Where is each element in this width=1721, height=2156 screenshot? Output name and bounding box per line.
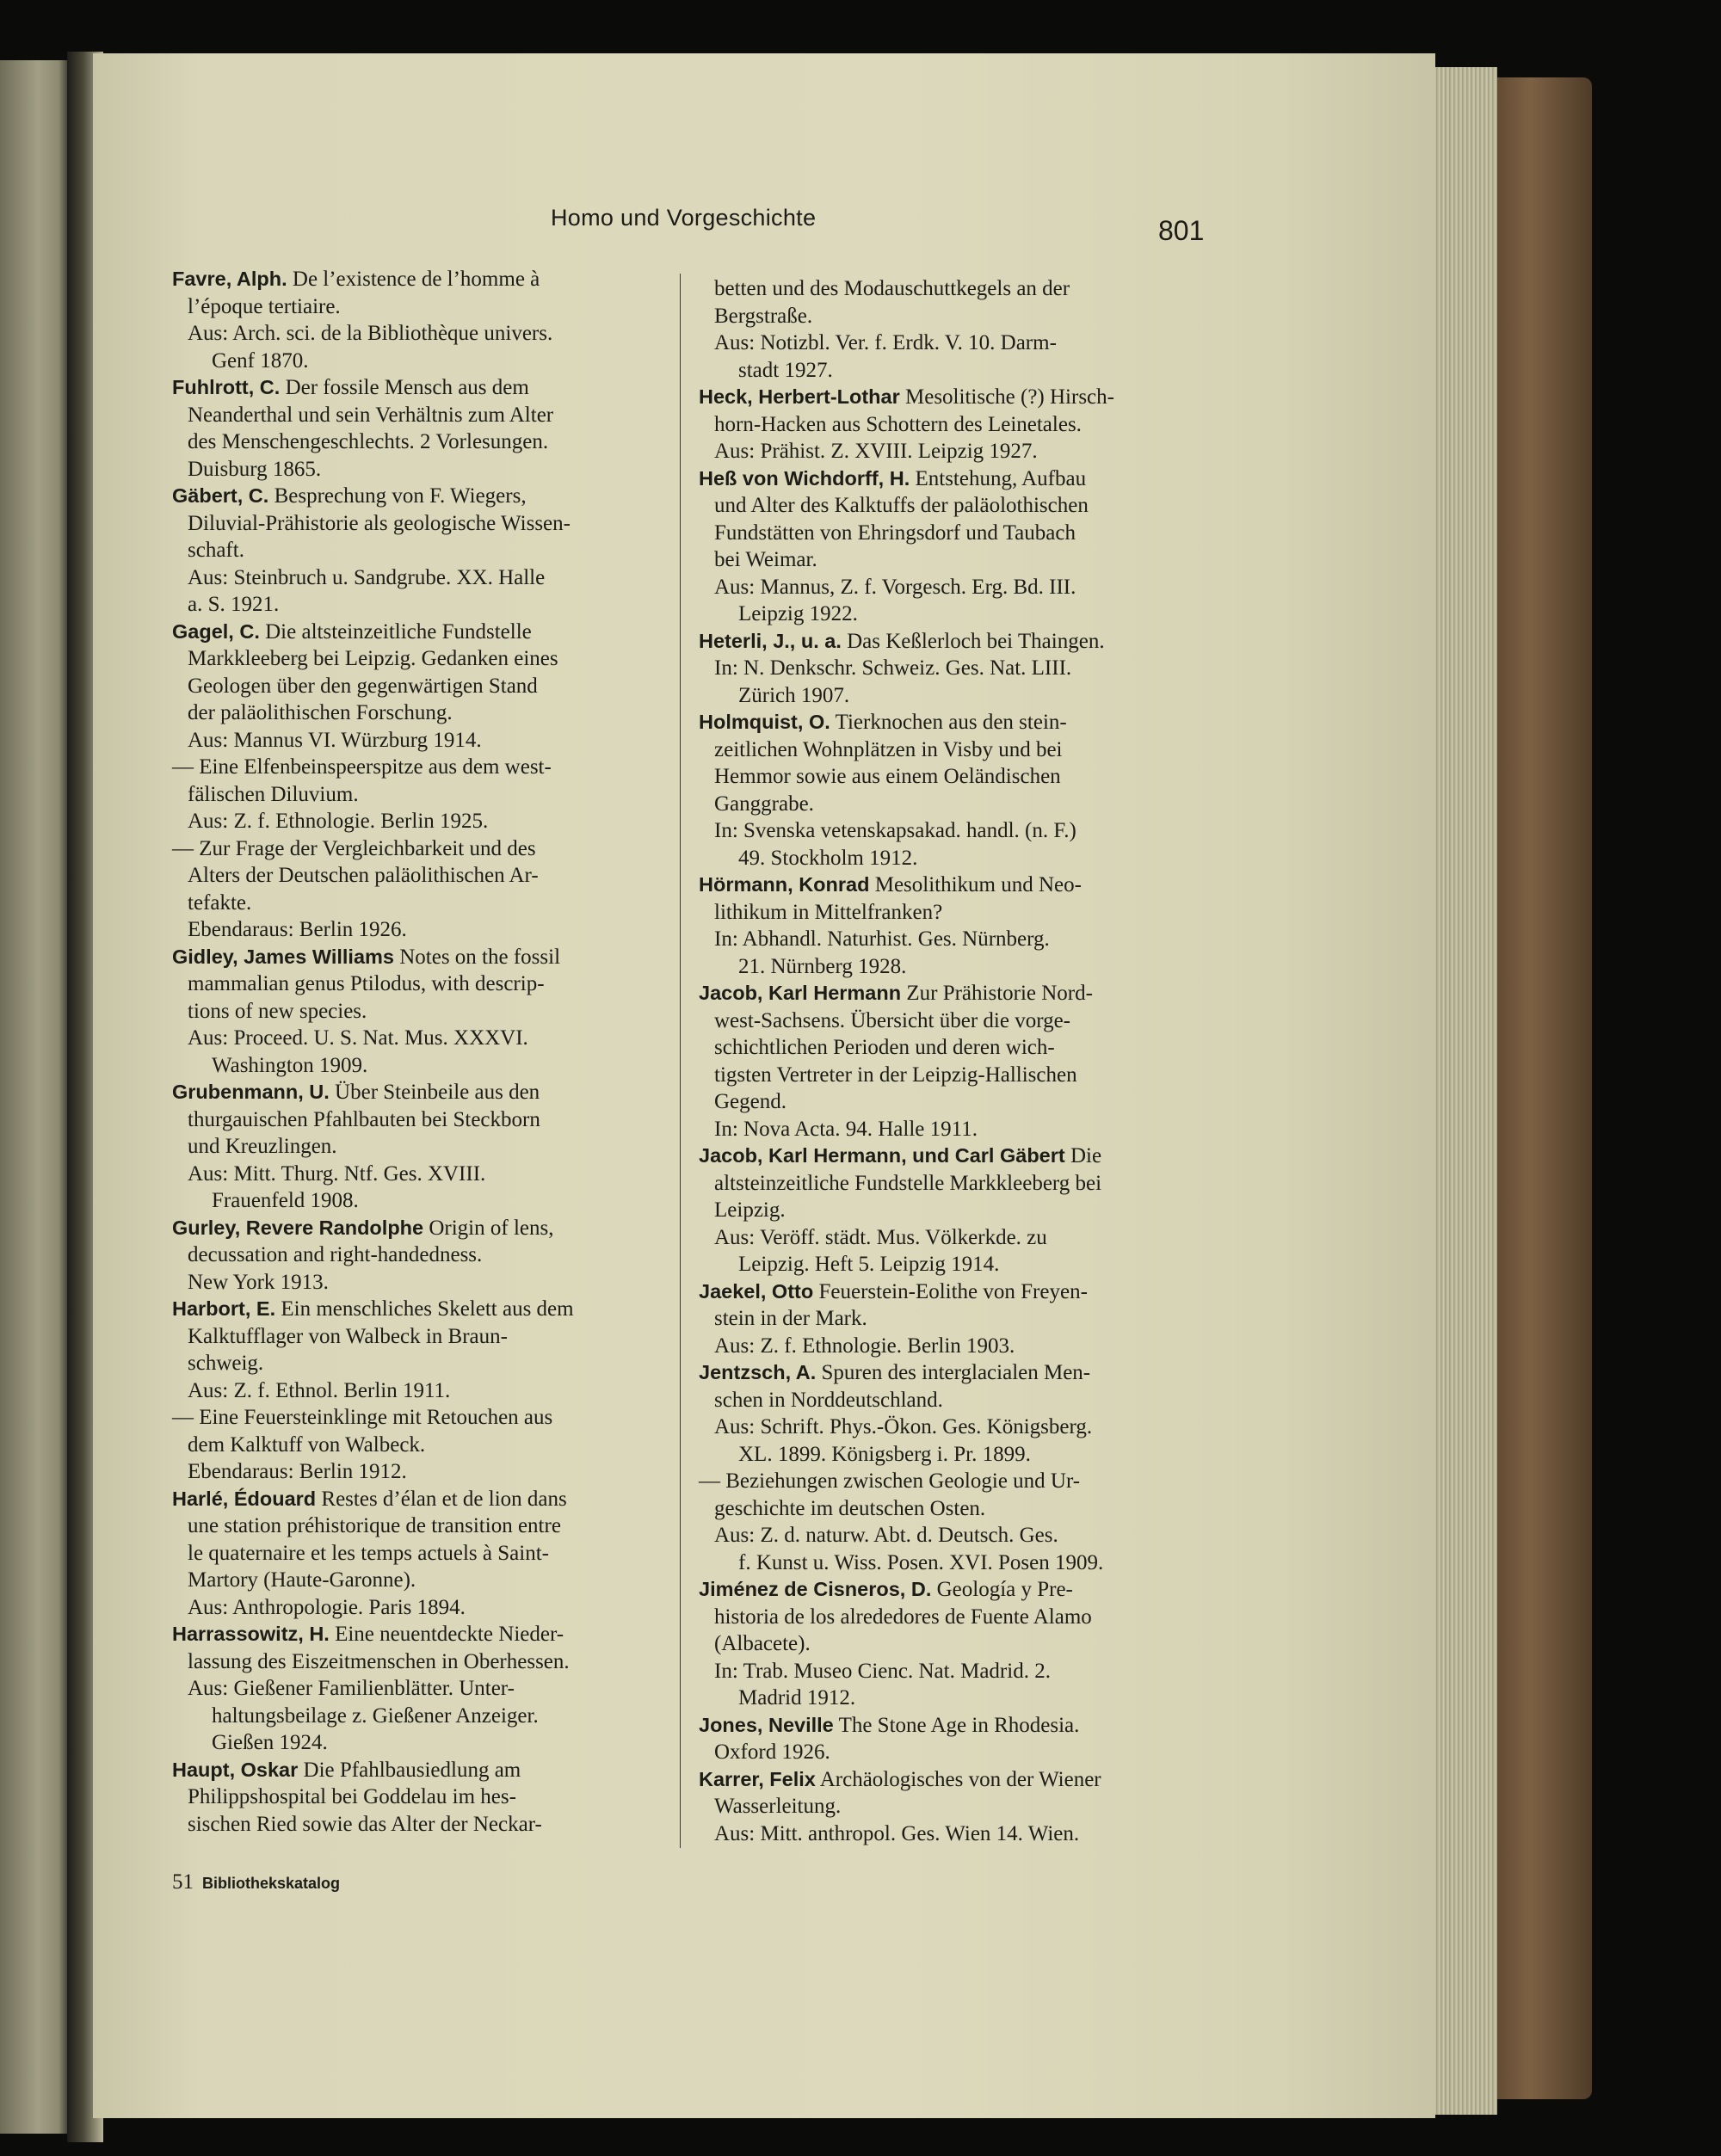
entry-author: Heß von Wichdorff, H. xyxy=(699,466,910,490)
entry-line xyxy=(699,682,1200,710)
entry-text: Hemmor sowie aus einem Oeländischen xyxy=(714,765,1061,788)
entry-line xyxy=(172,1079,664,1106)
entry-text: lithikum in Mittelfranken? xyxy=(714,900,943,924)
entry-line xyxy=(172,1567,664,1594)
column-rule xyxy=(680,274,681,1848)
entry-line xyxy=(699,384,1200,411)
entry-line xyxy=(699,1387,1200,1414)
entry-line xyxy=(699,628,1200,656)
entry-line xyxy=(172,1432,664,1459)
entry-text: Eine neuentdeckte Nieder- xyxy=(335,1623,564,1646)
entry-text: Aus: Mannus VI. Würzburg 1914. xyxy=(188,728,482,752)
entry-text: — Zur Frage der Vergleichbarkeit und des xyxy=(172,836,536,860)
entry-text: 21. Nürnberg 1928. xyxy=(738,954,907,978)
entry-line xyxy=(172,591,664,619)
entry-line xyxy=(699,1251,1200,1278)
entry-line xyxy=(699,330,1200,357)
entry-text: Kalktufflager von Walbeck in Braun- xyxy=(188,1324,508,1348)
entry-text: Aus: Gießener Familienblätter. Unter- xyxy=(188,1677,515,1700)
running-head: Homo und Vorgeschichte xyxy=(551,205,817,231)
bibliography-entry xyxy=(699,872,1200,980)
entry-line xyxy=(699,763,1200,791)
entry-text: Ebendaraus: Berlin 1926. xyxy=(188,918,407,941)
entry-line xyxy=(172,1729,664,1757)
entry-line xyxy=(172,699,664,727)
entry-text: Bergstraße. xyxy=(714,304,813,328)
entry-line xyxy=(172,564,664,592)
entry-line xyxy=(699,980,1200,1007)
entry-line xyxy=(172,510,664,538)
entry-text: — Beziehungen zwischen Geologie und Ur- xyxy=(699,1469,1081,1493)
entry-line xyxy=(699,817,1200,845)
entry-line xyxy=(699,1576,1200,1604)
entry-text: Aus: Veröff. städt. Mus. Völkerkde. zu xyxy=(714,1225,1047,1249)
entry-text: Zur Prähistorie Nord- xyxy=(906,982,1093,1005)
entry-line xyxy=(172,293,664,321)
entry-line xyxy=(172,998,664,1026)
entry-text: Philippshospital bei Goddelau im hes- xyxy=(188,1785,516,1808)
entry-text: The Stone Age in Rhodesia. xyxy=(838,1713,1080,1737)
entry-line xyxy=(699,1522,1200,1549)
page-number: 801 xyxy=(1158,215,1205,246)
entry-text: Leipzig. xyxy=(714,1198,786,1222)
entry-line xyxy=(699,1739,1200,1766)
entry-line xyxy=(172,402,664,429)
bibliography-entry xyxy=(699,1712,1200,1766)
entry-line xyxy=(172,1187,664,1215)
entry-text: (Albacete). xyxy=(714,1632,811,1655)
entry-text: Wasserleitung. xyxy=(714,1795,842,1818)
bibliography-entry xyxy=(172,754,664,835)
bibliography-entry xyxy=(172,944,664,1080)
entry-line xyxy=(172,1703,664,1730)
entry-line xyxy=(172,808,664,835)
entry-text: Die xyxy=(1070,1144,1102,1167)
entry-text: Aus: Z. d. naturw. Abt. d. Deutsch. Ges. xyxy=(714,1524,1058,1547)
entry-text: Frauenfeld 1908. xyxy=(212,1189,359,1212)
entry-line xyxy=(172,1161,664,1188)
bibliography-entry xyxy=(172,1404,664,1486)
entry-text: tigsten Vertreter in der Leipzig-Hallischen xyxy=(714,1063,1077,1087)
bibliography-entry xyxy=(699,1766,1200,1848)
entry-text: mammalian genus Ptilodus, with descrip- xyxy=(188,972,545,995)
bibliography-entry xyxy=(699,275,1200,384)
entry-text: historia de los alrededores de Fuente Alamo xyxy=(714,1605,1092,1629)
bibliography-entry xyxy=(699,384,1200,465)
entry-line xyxy=(699,601,1200,628)
entry-line xyxy=(172,781,664,809)
entry-text: Neanderthal und sein Verhältnis zum Alter xyxy=(188,403,554,427)
entry-line xyxy=(172,1133,664,1161)
footer-label: Bibliothekskatalog xyxy=(202,1875,341,1892)
entry-line xyxy=(699,1062,1200,1089)
entry-line xyxy=(172,754,664,781)
bibliography-entry xyxy=(172,619,664,755)
entry-text: In: Svenska vetenskapsakad. handl. (n. F.) xyxy=(714,819,1076,842)
entry-text: Leipzig 1922. xyxy=(738,602,858,625)
entry-line xyxy=(699,736,1200,764)
bibliography-entry xyxy=(699,980,1200,1143)
entry-text: Aus: Anthropologie. Paris 1894. xyxy=(188,1595,466,1619)
entry-line xyxy=(172,1512,664,1540)
entry-author: Harrassowitz, H. xyxy=(172,1623,330,1645)
entry-line xyxy=(699,1820,1200,1848)
page-footer xyxy=(172,1870,340,1894)
entry-text: bei Weimar. xyxy=(714,548,817,571)
entry-author: Jaekel, Otto xyxy=(699,1279,814,1303)
entry-text: Markkleeberg bei Leipzig. Gedanken eines xyxy=(188,647,558,670)
entry-line xyxy=(699,492,1200,520)
entry-line xyxy=(699,1766,1200,1794)
entry-author: Hörmann, Konrad xyxy=(699,873,870,896)
bibliography-entry xyxy=(699,1576,1200,1712)
entry-text: stadt 1927. xyxy=(738,358,833,382)
entry-text: thurgauischen Pfahlbauten bei Steckborn xyxy=(188,1107,540,1131)
entry-author: Grubenmann, U. xyxy=(172,1081,330,1103)
bibliography-entry xyxy=(172,374,664,483)
entry-line xyxy=(699,546,1200,574)
entry-text: stein in der Mark. xyxy=(714,1307,867,1330)
bibliography-entry xyxy=(172,1757,664,1839)
entry-line xyxy=(172,537,664,564)
entry-author: Karrer, Felix xyxy=(699,1767,816,1790)
entry-line xyxy=(172,1540,664,1568)
bibliography-entry xyxy=(172,1296,664,1404)
entry-text: Über Steinbeile aus den xyxy=(335,1081,540,1104)
entry-text: Die Pfahlbausiedlung am xyxy=(303,1758,521,1782)
entry-text: sischen Ried sowie das Alter der Neckar- xyxy=(188,1812,542,1836)
entry-line xyxy=(699,438,1200,465)
entry-line xyxy=(172,916,664,944)
entry-text: Madrid 1912. xyxy=(738,1686,856,1709)
bibliography-entry xyxy=(699,628,1200,710)
entry-line xyxy=(172,1377,664,1405)
entry-line xyxy=(172,835,664,863)
entry-author: Harbort, E. xyxy=(172,1297,276,1320)
entry-text: — Eine Feuersteinklinge mit Retouchen aus xyxy=(172,1406,553,1429)
entry-line xyxy=(172,456,664,484)
entry-line xyxy=(172,1811,664,1839)
entry-text: une station préhistorique de transition entre xyxy=(188,1514,561,1537)
entry-text: XL. 1899. Königsberg i. Pr. 1899. xyxy=(738,1442,1031,1466)
entry-line xyxy=(172,428,664,456)
entry-text: Leipzig. Heft 5. Leipzig 1914. xyxy=(738,1253,1000,1276)
entry-text: horn-Hacken aus Schottern des Leinetales. xyxy=(714,412,1082,436)
entry-text: De l’existence de l’homme à xyxy=(292,268,540,291)
entry-author: Jacob, Karl Hermann xyxy=(699,982,902,1004)
entry-text: Aus: Steinbruch u. Sandgrube. XX. Halle xyxy=(188,565,546,589)
entry-text: Ganggrabe. xyxy=(714,792,814,816)
entry-line xyxy=(699,357,1200,385)
entry-line xyxy=(172,266,664,293)
entry-text: Aus: Notizbl. Ver. f. Erdk. V. 10. Darm- xyxy=(714,331,1057,354)
entry-line xyxy=(172,862,664,890)
entry-author: Favre, Alph. xyxy=(172,268,287,290)
entry-line xyxy=(699,1088,1200,1116)
entry-text: 49. Stockholm 1912. xyxy=(738,846,918,870)
entry-author: Holmquist, O. xyxy=(699,711,830,733)
entry-text: der paläolithischen Forschung. xyxy=(188,701,453,724)
bibliography-entry xyxy=(172,835,664,944)
entry-text: In: Abhandl. Naturhist. Ges. Nürnberg. xyxy=(714,927,1050,951)
entry-line xyxy=(172,1052,664,1080)
entry-text: betten und des Modauschuttkegels an der xyxy=(714,277,1070,300)
entry-text: schweig. xyxy=(188,1352,264,1375)
entry-line xyxy=(699,1441,1200,1469)
entry-text: altsteinzeitliche Fundstelle Markkleeberg bei xyxy=(714,1171,1102,1195)
entry-line xyxy=(699,899,1200,927)
entry-author: Jiménez de Cisneros, D. xyxy=(699,1578,932,1600)
entry-line xyxy=(699,926,1200,953)
previous-page-edge xyxy=(0,60,69,2134)
entry-line xyxy=(699,1197,1200,1224)
entry-text: Washington 1909. xyxy=(212,1053,368,1077)
entry-author: Jones, Neville xyxy=(699,1713,834,1736)
entry-text: Aus: Mitt. anthropol. Ges. Wien 14. Wien. xyxy=(714,1821,1080,1845)
entry-text: Das Keßlerloch bei Thaingen. xyxy=(847,629,1105,653)
entry-line xyxy=(172,645,664,673)
entry-text: In: Nova Acta. 94. Halle 1911. xyxy=(714,1117,978,1141)
entry-line xyxy=(172,944,664,971)
entry-text: Aus: Proceed. U. S. Nat. Mus. XXXVI. xyxy=(188,1026,528,1050)
entry-line xyxy=(699,1359,1200,1387)
bibliography-entry xyxy=(699,709,1200,872)
entry-line xyxy=(699,709,1200,736)
entry-line xyxy=(172,1296,664,1323)
bibliography-entry xyxy=(172,1486,664,1622)
entry-line xyxy=(172,483,664,510)
entry-line xyxy=(699,1034,1200,1062)
entry-line xyxy=(172,890,664,917)
entry-text: Mesolitische (?) Hirsch- xyxy=(905,385,1114,409)
entry-line xyxy=(172,1404,664,1432)
entry-author: Harlé, Édouard xyxy=(172,1487,317,1510)
entry-text: des Menschengeschlechts. 2 Vorlesungen. xyxy=(188,430,549,453)
entry-line xyxy=(172,1350,664,1377)
entry-line xyxy=(172,1025,664,1052)
entry-text: Origin of lens, xyxy=(429,1216,554,1240)
entry-line xyxy=(699,791,1200,818)
entry-text: Der fossile Mensch aus dem xyxy=(285,376,529,399)
entry-author: Gäbert, C. xyxy=(172,484,269,507)
entry-text: Alters der Deutschen paläolithischen Ar- xyxy=(188,864,539,887)
entry-line xyxy=(172,1458,664,1486)
entry-line xyxy=(172,1269,664,1297)
entry-text: Ebendaraus: Berlin 1912. xyxy=(188,1460,407,1483)
entry-text: zeitlichen Wohnplätzen in Visby und bei xyxy=(714,737,1063,761)
entry-text: west-Sachsens. Übersicht über die vorge- xyxy=(714,1008,1071,1032)
entry-line xyxy=(699,275,1200,303)
entry-text: Restes d’élan et de lion dans xyxy=(321,1487,567,1511)
entry-line xyxy=(699,1278,1200,1306)
entry-text: Geologen über den gegenwärtigen Stand xyxy=(188,674,538,698)
entry-line xyxy=(172,1323,664,1351)
entry-text: — Eine Elfenbeinspeerspitze aus dem west- xyxy=(172,755,552,779)
bibliography-entry xyxy=(172,266,664,374)
left-column xyxy=(172,266,664,1838)
entry-author: Haupt, Oskar xyxy=(172,1758,299,1781)
entry-text: decussation and right-handedness. xyxy=(188,1243,483,1266)
entry-text: fälischen Diluvium. xyxy=(188,782,359,806)
entry-text: Besprechung von F. Wiegers, xyxy=(274,484,527,508)
entry-text: lassung des Eiszeitmenschen in Oberhessen. xyxy=(188,1649,570,1673)
entry-line xyxy=(699,1712,1200,1740)
entry-text: Aus: Arch. sci. de la Bibliothèque univers. xyxy=(188,322,553,345)
entry-line xyxy=(699,1116,1200,1143)
entry-line xyxy=(172,970,664,998)
entry-text: Gegend. xyxy=(714,1090,786,1113)
entry-author: Jacob, Karl Hermann, und Carl Gäbert xyxy=(699,1144,1065,1167)
entry-text: Martory (Haute-Garonne). xyxy=(188,1568,416,1592)
entry-line xyxy=(172,1757,664,1784)
page-fore-edge xyxy=(1428,67,1497,2115)
entry-text: Gießen 1924. xyxy=(212,1731,328,1754)
entry-line xyxy=(699,655,1200,682)
entry-text: New York 1913. xyxy=(188,1270,329,1294)
entry-text: Aus: Mitt. Thurg. Ntf. Ges. XVIII. xyxy=(188,1161,486,1186)
entry-text: Duisburg 1865. xyxy=(188,457,322,481)
entry-line xyxy=(172,619,664,646)
entry-text: le quaternaire et les temps actuels à Saint- xyxy=(188,1541,549,1565)
entry-line xyxy=(172,1594,664,1622)
entry-line xyxy=(172,1486,664,1513)
entry-line xyxy=(699,1333,1200,1360)
bibliography-entry xyxy=(699,1278,1200,1360)
entry-line xyxy=(699,1495,1200,1523)
entry-text: und Kreuzlingen. xyxy=(188,1135,337,1158)
entry-text: Die altsteinzeitliche Fundstelle xyxy=(265,619,532,644)
entry-text: Feuerstein-Eolithe von Freyen- xyxy=(818,1279,1088,1303)
bibliography-entry xyxy=(699,1468,1200,1576)
entry-line xyxy=(699,1468,1200,1495)
entry-author: Jentzsch, A. xyxy=(699,1361,817,1383)
entry-line xyxy=(699,1793,1200,1820)
entry-text: Archäologisches von der Wiener xyxy=(819,1767,1101,1791)
entry-text: Aus: Mannus, Z. f. Vorgesch. Erg. Bd. III. xyxy=(714,575,1076,599)
entry-text: Notes on the fossil xyxy=(399,945,561,969)
bibliography-entry xyxy=(172,483,664,619)
entry-text: und Alter des Kalktuffs der paläolothischen xyxy=(714,494,1089,517)
entry-text: Aus: Schrift. Phys.-Ökon. Ges. Königsberg. xyxy=(714,1415,1093,1438)
bibliography-entry xyxy=(699,1143,1200,1278)
entry-text: Oxford 1926. xyxy=(714,1740,830,1764)
entry-text: haltungsbeilage z. Gießener Anzeiger. xyxy=(212,1703,539,1728)
entry-author: Gurley, Revere Randolphe xyxy=(172,1216,424,1239)
signature-mark: 51 xyxy=(172,1870,194,1894)
entry-line xyxy=(699,411,1200,439)
entry-text: Genf 1870. xyxy=(212,348,309,373)
entry-text: Tierknochen aus den stein- xyxy=(835,711,1067,734)
entry-text: l’époque tertiaire. xyxy=(188,294,341,318)
entry-text: In: Trab. Museo Cienc. Nat. Madrid. 2. xyxy=(714,1659,1051,1683)
entry-text: Ein menschliches Skelett aus dem xyxy=(281,1297,574,1321)
entry-text: f. Kunst u. Wiss. Posen. XVI. Posen 1909. xyxy=(738,1550,1104,1574)
entry-line xyxy=(172,1648,664,1676)
entry-text: schen in Norddeutschland. xyxy=(714,1388,943,1412)
entry-text: Entstehung, Aufbau xyxy=(915,466,1087,490)
entry-text: In: N. Denkschr. Schweiz. Ges. Nat. LIII. xyxy=(714,656,1072,680)
entry-line xyxy=(699,953,1200,981)
entry-line xyxy=(699,1630,1200,1658)
entry-line xyxy=(699,1143,1200,1170)
entry-line xyxy=(699,1604,1200,1631)
entry-line xyxy=(699,845,1200,872)
bibliography-entry xyxy=(699,465,1200,628)
entry-text: Mesolithikum und Neo- xyxy=(874,873,1082,896)
entry-line xyxy=(172,374,664,402)
entry-line xyxy=(699,520,1200,547)
entry-line xyxy=(699,303,1200,330)
entry-text: Aus: Z. f. Ethnol. Berlin 1911. xyxy=(188,1378,451,1402)
entry-line xyxy=(699,872,1200,899)
entry-author: Gidley, James Williams xyxy=(172,945,394,968)
entry-text: tions of new species. xyxy=(188,999,367,1023)
entry-line xyxy=(699,1685,1200,1712)
entry-text: tefakte. xyxy=(188,890,252,915)
entry-line xyxy=(699,465,1200,493)
entry-author: Heterli, J., u. a. xyxy=(699,629,842,652)
entry-line xyxy=(699,1007,1200,1035)
entry-text: geschichte im deutschen Osten. xyxy=(714,1496,986,1520)
entry-text: Fundstätten von Ehringsdorf und Taubach xyxy=(714,521,1076,545)
entry-text: Aus: Z. f. Ethnologie. Berlin 1925. xyxy=(188,810,489,833)
entry-line xyxy=(699,1170,1200,1198)
bibliography-entry xyxy=(172,1079,664,1215)
entry-line xyxy=(172,320,664,348)
bibliography-entry xyxy=(172,1215,664,1297)
entry-text: a. S. 1921. xyxy=(188,593,280,616)
entry-text: schichtlichen Perioden und deren wich- xyxy=(714,1036,1055,1059)
bibliography-entry xyxy=(699,1359,1200,1468)
entry-line xyxy=(699,1414,1200,1441)
entry-text: Spuren des interglacialen Men- xyxy=(821,1361,1091,1384)
entry-line xyxy=(699,1305,1200,1333)
entry-author: Fuhlrott, C. xyxy=(172,376,281,398)
entry-line xyxy=(699,574,1200,601)
entry-line xyxy=(699,1549,1200,1577)
book-cover-edge xyxy=(1489,77,1592,2099)
entry-line xyxy=(172,1621,664,1648)
entry-line xyxy=(699,1658,1200,1685)
entry-text: Zürich 1907. xyxy=(738,683,850,707)
entry-line xyxy=(172,1106,664,1134)
entry-line xyxy=(172,1215,664,1242)
entry-line xyxy=(172,1783,664,1811)
entry-line xyxy=(172,1241,664,1269)
entry-line xyxy=(172,727,664,755)
entry-text: Geología y Pre- xyxy=(936,1578,1073,1601)
entry-line xyxy=(699,1224,1200,1252)
entry-text: Aus: Z. f. Ethnologie. Berlin 1903. xyxy=(714,1334,1015,1358)
entry-line xyxy=(172,1675,664,1703)
entry-line xyxy=(172,673,664,700)
entry-text: dem Kalktuff von Walbeck. xyxy=(188,1432,426,1457)
entry-text: Aus: Prähist. Z. XVIII. Leipzig 1927. xyxy=(714,440,1038,463)
entry-author: Heck, Herbert-Lothar xyxy=(699,385,900,408)
entry-line xyxy=(172,348,664,375)
entry-author: Gagel, C. xyxy=(172,619,260,643)
entry-text: schaft. xyxy=(188,539,244,562)
right-column xyxy=(699,275,1200,1847)
entry-text: Diluvial-Prähistorie als geologische Wissen- xyxy=(188,511,571,535)
bibliography-entry xyxy=(172,1621,664,1757)
